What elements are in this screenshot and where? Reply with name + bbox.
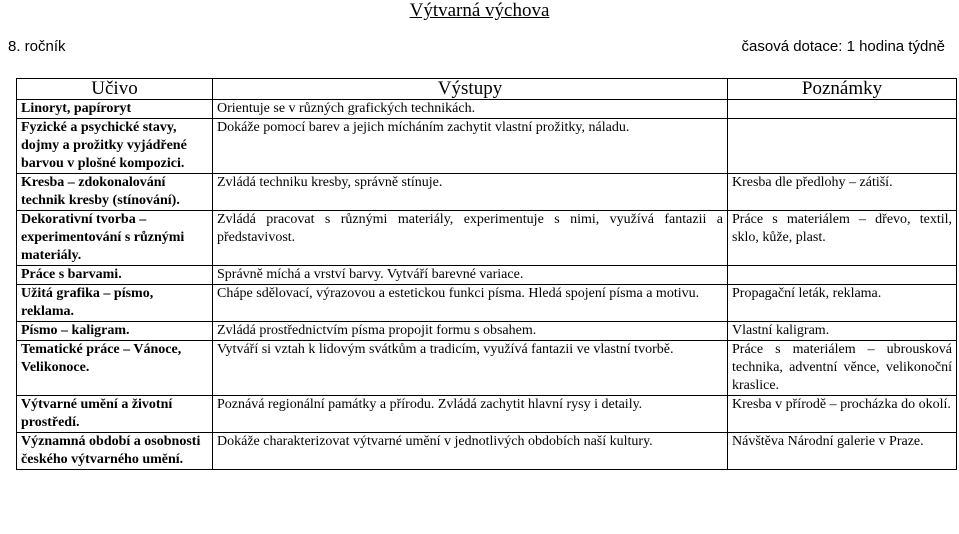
curriculum-table: [16, 78, 957, 470]
outcome-cell: Dokáže pomocí barev a jejich mícháním zachytit vlastní prožitky, náladu.: [213, 119, 728, 174]
note-cell: Kresba dle předlohy – zátiší.: [728, 174, 957, 211]
outcome-cell: Zvládá techniku kresby, správně stínuje.: [213, 174, 728, 211]
topic-cell: Významná období a osobnosti českého výtvarného umění.: [17, 433, 213, 470]
outcome-cell: Vytváří si vztah k lidovým svátkům a tradicím, využívá fantazii ve vlastní tvorbě.: [213, 341, 728, 396]
table-header-row: [17, 79, 957, 100]
topic-cell: Tematické práce – Vánoce, Velikonoce.: [17, 341, 213, 396]
note-cell: [728, 266, 957, 285]
column-header-outcomes: Výstupy: [213, 79, 728, 100]
note-cell: Návštěva Národní galerie v Praze.: [728, 433, 957, 470]
note-cell: Propagační leták, reklama.: [728, 285, 957, 322]
table-row: [17, 119, 957, 174]
table-row: [17, 266, 957, 285]
table-row: [17, 322, 957, 341]
table-row: [17, 174, 957, 211]
table-row: [17, 285, 957, 322]
table-row: [17, 100, 957, 119]
outcome-cell: Zvládá prostřednictvím písma propojit formu s obsahem.: [213, 322, 728, 341]
outcome-cell: Orientuje se v různých grafických technikách.: [213, 100, 728, 119]
topic-cell: Užitá grafika – písmo, reklama.: [17, 285, 213, 322]
outcome-cell: Chápe sdělovací, výrazovou a estetickou funkci písma. Hledá spojení písma a motivu.: [213, 285, 728, 322]
table-row: [17, 211, 957, 266]
note-cell: Práce s materiálem – ubrousková technika, adventní věnce, velikonoční kraslice.: [728, 341, 957, 396]
page-title: Výtvarná výchova: [409, 0, 550, 21]
outcome-cell: Zvládá pracovat s různými materiály, experimentuje s nimi, využívá fantazii a představivost.: [213, 211, 728, 266]
note-cell: Vlastní kaligram.: [728, 322, 957, 341]
topic-cell: Linoryt, papíroryt: [17, 100, 213, 119]
outcome-cell: Poznává regionální památky a přírodu. Zvládá zachytit hlavní rysy i detaily.: [213, 396, 728, 433]
topic-cell: Dekorativní tvorba – experimentování s různými materiály.: [17, 211, 213, 266]
topic-cell: Práce s barvami.: [17, 266, 213, 285]
note-cell: Práce s materiálem – dřevo, textil, sklo, kůže, plast.: [728, 211, 957, 266]
note-cell: [728, 100, 957, 119]
column-header-notes: Poznámky: [728, 79, 957, 100]
table-row: [17, 341, 957, 396]
column-header-topic: Učivo: [17, 79, 213, 100]
note-cell: [728, 119, 957, 174]
topic-cell: Písmo – kaligram.: [17, 322, 213, 341]
grade-label: 8. ročník: [8, 38, 66, 55]
time-allotment-label: časová dotace: 1 hodina týdně: [741, 38, 945, 55]
outcome-cell: Správně míchá a vrství barvy. Vytváří barevné variace.: [213, 266, 728, 285]
topic-cell: Výtvarné umění a životní prostředí.: [17, 396, 213, 433]
table-row: [17, 433, 957, 470]
topic-cell: Fyzické a psychické stavy, dojmy a prožitky vyjádřené barvou v plošné kompozici.: [17, 119, 213, 174]
note-cell: Kresba v přírodě – procházka do okolí.: [728, 396, 957, 433]
topic-cell: Kresba – zdokonalování technik kresby (stínování).: [17, 174, 213, 211]
table-row: [17, 396, 957, 433]
outcome-cell: Dokáže charakterizovat výtvarné umění v jednotlivých obdobích naší kultury.: [213, 433, 728, 470]
